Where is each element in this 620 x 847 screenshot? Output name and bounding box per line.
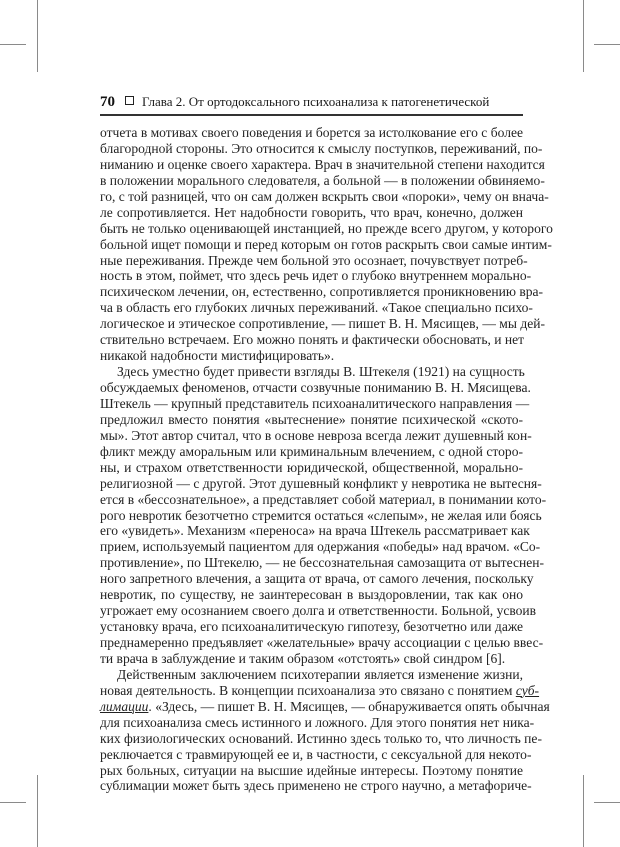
- text-line: Штекель — крупный представитель психоаналитического направления —: [100, 395, 530, 411]
- text-line: реключается с травмирующей ее и, в частности, с сексуальной для некото-: [100, 746, 532, 762]
- text-line: Действенным заключением психотерапии является изменение жизни,: [117, 666, 523, 682]
- text-line: Здесь уместно будет привести взгляды В. Штекеля (1921) на сущность: [117, 364, 525, 380]
- text-line: ны, и страхом ответственности юридической, общественной, морально-: [100, 459, 523, 475]
- text-line: ные переживания. Прежде чем больной это осознает, почувствует потреб-: [100, 252, 528, 268]
- text-line: преднамеренно предъявляет «желательные» врачу ассоциации с целью ввес-: [100, 635, 544, 650]
- crop-mark: [0, 802, 26, 803]
- text-line: ти врача в заблуждение и таким образом «отстоять» свой синдром [6].: [100, 650, 506, 666]
- text-line: больной ищет помощи и перед которым он готов раскрыть свои самые интим-: [100, 236, 552, 252]
- text-line: отчета в мотивах своего поведения и борется за истолкование его с более: [100, 125, 523, 140]
- text-fragment: новая деятельность. В концепции психоанализа это связано с понятием: [100, 682, 513, 698]
- page-number: 70: [100, 94, 115, 110]
- text-line: для психоанализа смесь истинного и ложного. Для этого понятия нет ника-: [100, 714, 535, 730]
- crop-mark: [0, 44, 26, 45]
- paragraph: [100, 666, 550, 795]
- text-line: быть не только оценивающей инстанцией, но прежде всего другом, у которого: [100, 220, 553, 236]
- text-line: логическое и этическое сопротивление, — пишет В. Н. Мясищев, — мы дей-: [100, 316, 545, 332]
- italic-term: суб-: [515, 682, 540, 698]
- body-text: [100, 125, 553, 794]
- text-line: ется в «бессознательное», а представляет собой материал, в понимании кото-: [100, 491, 547, 507]
- text-line: ного запретного влечения, а защита от врача, от самого лечения, поскольку: [100, 571, 534, 587]
- paragraph: [100, 125, 553, 364]
- square-bullet-icon: [125, 96, 134, 105]
- text-line: [100, 698, 550, 715]
- header-rule: [100, 114, 523, 116]
- running-header: [100, 94, 523, 112]
- text-line: рого невротик безотчетно стремится остаться «слепым», не желая или боясь: [100, 507, 542, 523]
- text-line: ле сопротивляется. Нет надобности говорить, что врач, конечно, должен: [100, 204, 523, 220]
- text-line: ких физиологических оснований. Истинно здесь только то, что личность пе-: [100, 730, 542, 746]
- text-line: прием, используемый пациентом для одержания «победы» над врачом. «Со-: [100, 539, 541, 555]
- text-line: религиозной — с другой. Этот душевный конфликт у невротика не вытесня-: [100, 475, 542, 491]
- text-line: в положении морального следователя, а больной — в положении обвиняемо-: [100, 172, 545, 188]
- paragraph: [100, 364, 547, 667]
- text-line: предложил вместо понятия «вытеснение» понятие психической «ското-: [100, 411, 523, 427]
- text-line: ствительно встречаем. Его можно понять и фактически обосновать, и нет: [100, 332, 525, 348]
- text-line: его «увидеть». Механизм «переноса» на врача Штекель рассматривает как: [100, 523, 530, 539]
- text-line: фликт между аморальным или криминальным влечением, с одной сторо-: [100, 443, 523, 459]
- text-fragment: . «Здесь, — пишет В. Н. Мясищев, — обнаруживается опять обычная: [148, 698, 550, 714]
- text-line: невротик, по существу, не заинтересован в выздоровлении, так как оно: [100, 587, 523, 603]
- text-line: ниманию и оценке своего характера. Врач в значительной степени находится: [100, 156, 545, 172]
- text-line: никакой надобности мистифицировать».: [100, 348, 335, 364]
- text-line: мы». Этот автор считал, что в основе невроза всегда лежит душевный кон-: [100, 427, 532, 443]
- text-line: обсуждаемых феноменов, отчасти созвучные пониманию В. Н. Мясищева.: [100, 380, 531, 395]
- text-line: рых больных, ситуации на высшие идейные интересы. Поэтому понятие: [100, 762, 523, 778]
- text-line: ча в область его глубоких личных переживаний. «Такое специально психо-: [100, 300, 533, 316]
- text-line: психическом лечении, он, естественно, сопротивляется проникновению вра-: [100, 284, 544, 300]
- text-line: го, с той разницей, что он сам должен вскрыть свои «пороки», чему он внача-: [100, 188, 549, 204]
- crop-mark: [594, 44, 620, 45]
- text-line: благородной стороны. Это относится к смыслу поступков, переживаний, по-: [100, 140, 543, 156]
- text-line: угрожает ему осознанием своего долга и ответственности. Больной, усвоив: [100, 603, 537, 619]
- crop-mark: [594, 802, 620, 803]
- italic-term: лимации: [100, 698, 149, 714]
- crop-mark: [583, 0, 584, 72]
- text-line: противление», по Штекелю, — не бессознательная самозащита от вытеснен-: [100, 555, 544, 571]
- text-line: установку врача, его психоаналитическую гипотезу, безотчетно или даже: [100, 619, 524, 635]
- crop-mark: [37, 0, 38, 72]
- text-line: [100, 682, 540, 699]
- text-line: ность в этом, поймет, что здесь речь идет о глубоко внутреннем морально-: [100, 268, 532, 284]
- text-line: сублимации может быть здесь применено не строго научно, а метафориче-: [100, 778, 532, 794]
- crop-mark: [37, 775, 38, 847]
- crop-mark: [583, 775, 584, 847]
- chapter-title: Глава 2. От ортодоксального психоанализа к патогенетической: [142, 94, 490, 109]
